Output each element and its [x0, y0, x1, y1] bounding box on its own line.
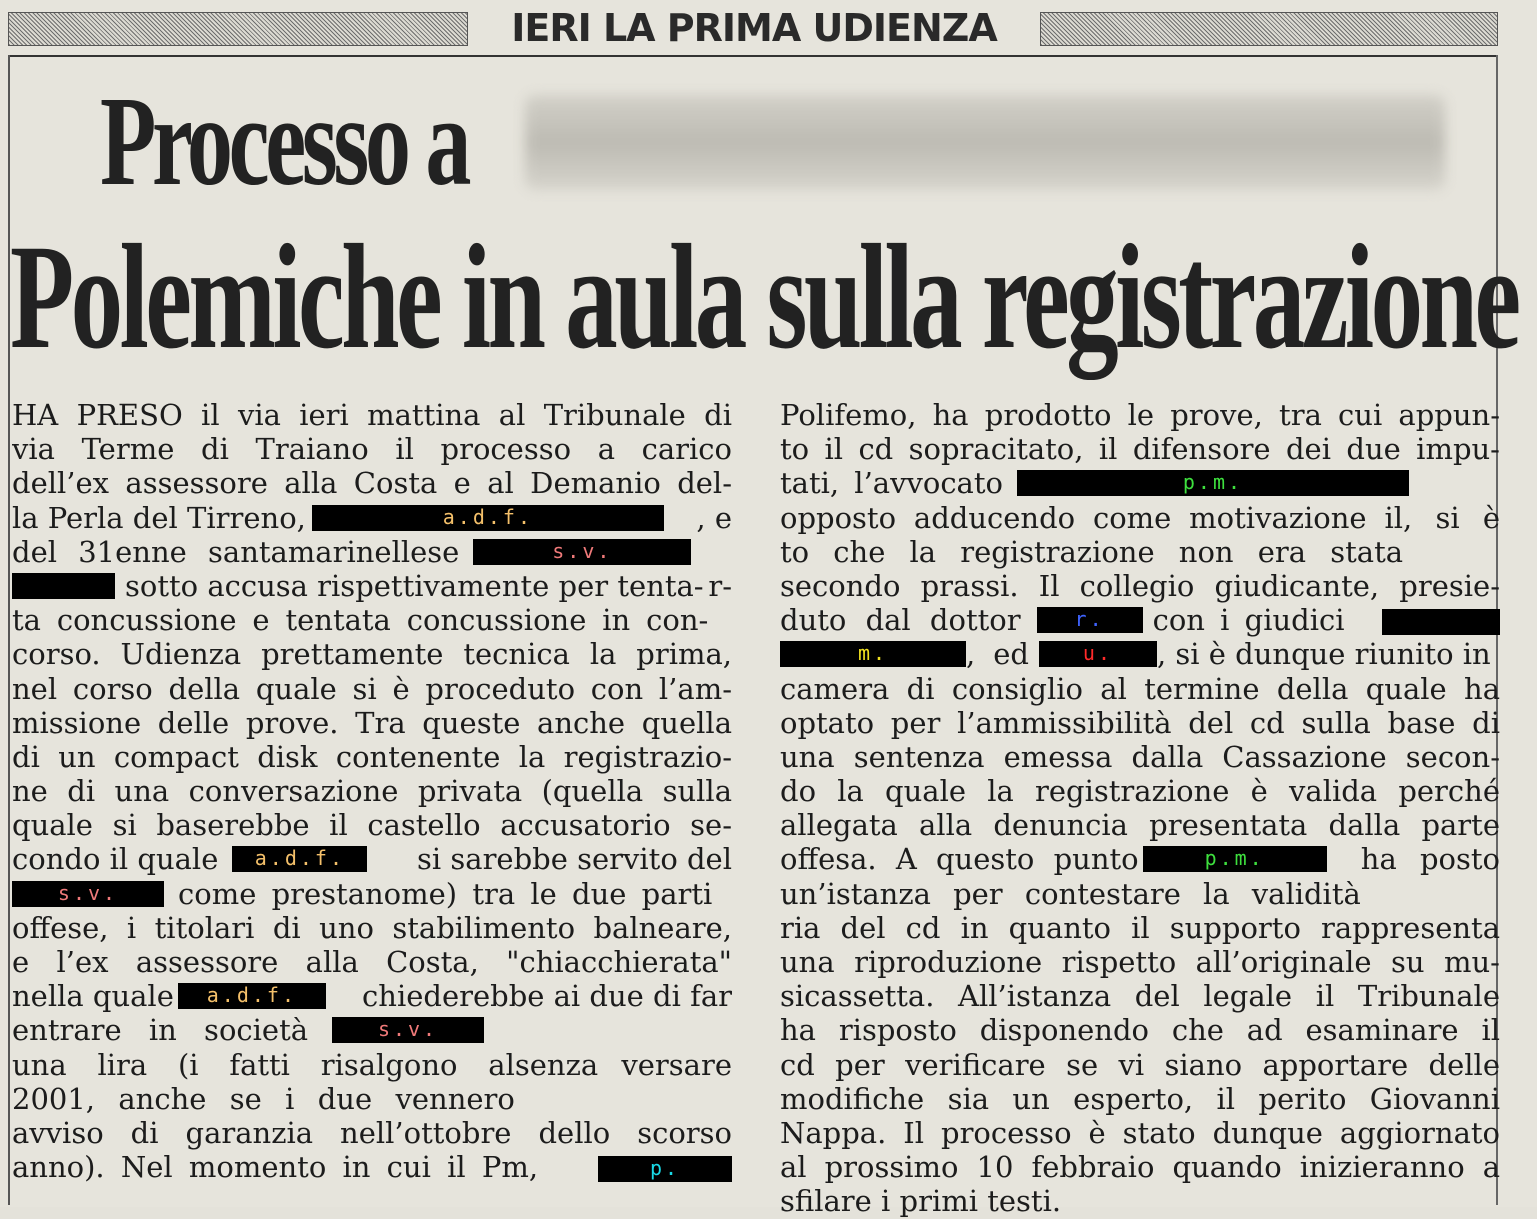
text-line: HA PRESO il via ieri mattina al Tribunale di: [12, 398, 732, 432]
text-fragment: condo il quale: [12, 842, 219, 877]
text-fragment: senza versare: [514, 1047, 732, 1082]
text-fragment: sotto accusa rispettivamente per tenta-: [125, 568, 704, 603]
kicker-decoration-right: [1040, 12, 1498, 46]
text-line: avviso di garanzia nell’ottobre dello scorso: [12, 1115, 732, 1150]
text-fragment: anno). Nel momento in cui il Pm,: [12, 1150, 539, 1185]
text-fragment: con i giudici: [1152, 603, 1345, 638]
text-line: cd per verificare se vi siano apportare delle: [780, 1047, 1500, 1082]
text-line: ta concussione e tentata concussione in con-: [12, 603, 709, 638]
text-line: [12, 569, 732, 603]
kicker-label: IERI LA PRIMA UDIENZA: [511, 6, 997, 50]
text-fragment: , si è dunque riunito in: [1156, 637, 1491, 672]
redaction-label: a.d.f.: [206, 983, 297, 1008]
redaction-box: [1143, 846, 1327, 872]
redaction-box: [780, 641, 966, 667]
kicker-decoration-left: [8, 12, 468, 46]
text-line: un’istanza per contestare la validità: [780, 876, 1361, 911]
text-line: [12, 842, 732, 876]
text-line: sfilare i primi testi.: [780, 1184, 1062, 1219]
text-line: [12, 1150, 732, 1184]
text-line: to il cd sopracitato, il difensore dei due impu-: [780, 432, 1500, 467]
text-fragment: come prestanome) tra le due parti: [178, 876, 713, 911]
redaction-box: [332, 1017, 484, 1043]
text-line: ha risposto disponendo che ad esaminare il: [780, 1013, 1500, 1048]
text-fragment: , e: [696, 500, 732, 535]
redaction-label: s.v.: [552, 538, 613, 563]
redaction-label: a.d.f.: [442, 504, 534, 529]
text-fragment: duto dal dottor: [780, 603, 1021, 638]
redaction-label: m.: [857, 641, 889, 666]
text-fragment: ,: [966, 637, 976, 672]
top-rule: [8, 55, 1498, 57]
redaction-label: r.: [1074, 607, 1105, 632]
blurred-name: [525, 95, 1445, 190]
redaction-box: [178, 983, 326, 1009]
redaction-label: s.v.: [57, 880, 119, 905]
text-line: al prossimo 10 febbraio quando inizieranno a: [780, 1150, 1500, 1185]
redaction-box: [1037, 607, 1143, 633]
text-line: opposto adducendo come motivazione il: [780, 500, 1404, 535]
text-line: [780, 603, 1500, 637]
text-line: modifiche sia un esperto, il perito Giovanni: [780, 1081, 1500, 1116]
text-line: do la quale la registrazione è valida perché: [780, 774, 1500, 809]
text-line: dell’ex assessore alla Costa e al Demanio del-: [12, 466, 732, 501]
text-fragment: offesa. A questo punto: [780, 842, 1139, 877]
article-column-left: [12, 398, 732, 1184]
text-line: sicassetta. All’istanza del legale il Tribunale: [780, 979, 1500, 1014]
redaction-box: [12, 881, 164, 907]
redaction-box: [312, 505, 664, 531]
text-line: secondo prassi. Il collegio giudicante, presie-: [780, 568, 1500, 603]
text-fragment: la Perla del Tirreno,: [12, 500, 306, 535]
text-line: [780, 637, 1500, 671]
text-line: 2001, anche se i due vennero: [12, 1081, 515, 1116]
text-line: una riproduzione rispetto all’originale su mu-: [780, 945, 1500, 979]
redaction-label: p.m.: [1182, 470, 1244, 495]
text-line: [12, 877, 732, 911]
text-line: allegata alla denuncia presentata dalla parte: [780, 808, 1500, 843]
redaction-box: [12, 573, 115, 599]
text-fragment: nella quale: [12, 979, 174, 1014]
text-line: optato per l’ammissibilità del cd sulla base di: [780, 705, 1500, 740]
redaction-box: [1017, 470, 1409, 496]
headline-line-2: Polemiche in aula sulla registrazione: [10, 214, 1518, 380]
redaction-label: a.d.f.: [254, 846, 345, 871]
text-fragment: del 31enne santamarinellese: [12, 534, 460, 569]
text-line: missione delle prove. Tra queste anche quella: [12, 705, 732, 740]
text-fragment: chiederebbe ai due di far: [362, 979, 732, 1014]
text-line: camera di consiglio al termine della quale ha: [780, 671, 1500, 706]
text-fragment: ed: [993, 637, 1029, 672]
text-line: una sentenza emessa dalla Cassazione secon-: [780, 739, 1500, 774]
headline-line-1: Processo a: [100, 70, 468, 212]
text-line: di un compact disk contenente la registrazio-: [12, 739, 732, 774]
text-fragment: entrare in società: [12, 1013, 309, 1048]
text-line: [12, 979, 732, 1013]
article-column-right: [780, 398, 1500, 1219]
text-line: e l’ex assessore alla Costa, "chiacchierata": [12, 945, 732, 979]
text-line: via Terme di Traiano il processo a carico: [12, 432, 732, 467]
text-fragment: si sarebbe servito del: [417, 842, 732, 877]
redaction-box: [232, 846, 367, 872]
text-line: [12, 501, 732, 535]
redaction-box: [1039, 641, 1157, 667]
text-line: ne di una conversazione privata (quella sulla: [12, 774, 732, 809]
redaction-box: [598, 1156, 732, 1182]
text-fragment: ha posto: [1360, 842, 1500, 877]
redaction-label: u.: [1082, 641, 1113, 666]
text-fragment: tati, l’avvocato: [780, 466, 1003, 501]
text-line: nel corso della quale si è proceduto con l’am-: [12, 671, 732, 706]
text-line: to che la registrazione non era stata: [780, 534, 1404, 569]
text-fragment: , si è: [1403, 500, 1500, 535]
text-line: corso. Udienza prettamente tecnica la prima,: [12, 637, 732, 672]
text-line: Nappa. Il processo è stato dunque aggiornato: [780, 1115, 1500, 1150]
redaction-label: p.: [649, 1156, 681, 1181]
text-line: offese, i titolari di uno stabilimento balneare,: [12, 910, 732, 945]
redaction-box: [1382, 609, 1500, 635]
redaction-label: s.v.: [377, 1017, 439, 1042]
text-line: Polifemo, ha prodotto le prove, tra cui appun-: [780, 398, 1500, 432]
redaction-label: p.m.: [1204, 846, 1265, 871]
text-line: ria del cd in quanto il supporto rappresenta: [780, 910, 1500, 945]
text-line: quale si baserebbe il castello accusatorio se-: [12, 808, 732, 843]
text-line: una lira (i fatti risalgono al: [12, 1047, 515, 1082]
text-line: [780, 842, 1500, 876]
text-fragment: r-: [708, 568, 732, 603]
redaction-box: [473, 539, 691, 565]
